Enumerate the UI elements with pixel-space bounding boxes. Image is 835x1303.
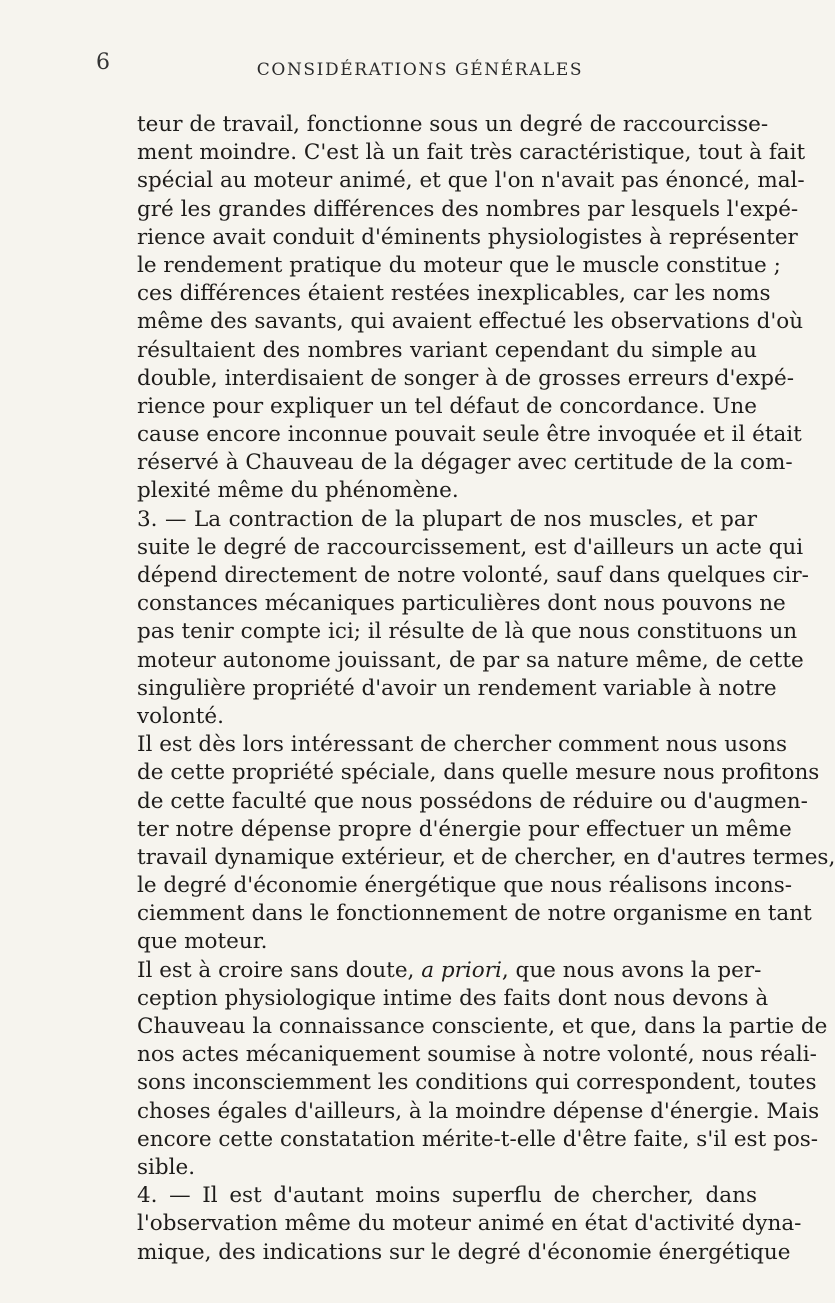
italic-phrase: a priori [421,957,502,983]
text-line: Il est à croire sans doute, a priori, que nous avons la per- [137,957,762,983]
text-line: encore cette constatation mérite-t-elle d'être faite, s'il est pos- [137,1126,819,1152]
text-line: travail dynamique extérieur, et de chercher, en d'autres termes, [137,844,835,870]
text-line: ter notre dépense propre d'énergie pour effectuer un même [137,816,792,842]
text-line: mique, des indications sur le degré d'économie énergétique [137,1239,791,1265]
text-line: 4. — Il est d'autant moins superflu de chercher, dans [137,1183,757,1209]
text-line: singulière propriété d'avoir un rendement variable à notre [137,675,777,701]
text-line: pas tenir compte ici; il résulte de là que nous constituons un [137,619,798,645]
text-line: de cette propriété spéciale, dans quelle mesure nous profitons [137,760,820,786]
text-line: double, interdisaient de songer à de grosses erreurs d'expé- [137,365,794,391]
text-line: rience avait conduit d'éminents physiologistes à représenter [137,224,798,250]
text-line: réservé à Chauveau de la dégager avec certitude de la com- [137,450,793,476]
text-line: Chauveau la connaissance consciente, et que, dans la partie de [137,1014,828,1039]
page-number: 6 [96,50,110,75]
text-line: même des savants, qui avaient effectué les observations d'où [137,309,804,335]
text-line: l'observation même du moteur animé en état d'activité dyna- [137,1211,802,1237]
text-line: gré les grandes différences des nombres par lesquels l'expé- [137,196,799,222]
text-line: ception physiologique intime des faits dont nous devons à [137,985,769,1011]
body-text [137,111,835,1267]
text-line: constances mécaniques particulières dont nous pouvons ne [137,591,786,617]
text-line: résultaient des nombres variant cependant du simple au [137,337,757,363]
text-line: sons inconsciemment les conditions qui correspondent, toutes [137,1070,817,1096]
text-line: moteur autonome jouissant, de par sa nature même, de cette [137,647,804,673]
text-line: de cette faculté que nous possédons de réduire ou d'augmen- [137,788,808,814]
text-line: 3. — La contraction de la plupart de nos muscles, et par [137,506,757,532]
text-line: le degré d'économie énergétique que nous réalisons incons- [137,873,793,899]
text-line: suite le degré de raccourcissement, est d'ailleurs un acte qui [137,534,804,560]
text-line: ciemment dans le fonctionnement de notre organisme en tant [137,901,812,927]
text-line: choses égales d'ailleurs, à la moindre dépense d'énergie. Mais [137,1098,820,1124]
text-line: volonté. [137,703,224,729]
text-line: sible. [137,1154,196,1180]
text-line: le rendement pratique du moteur que le muscle constitue ; [137,252,781,278]
text-line: ces différences étaient restées inexplicables, car les noms [137,281,771,307]
running-header: CONSIDÉRATIONS GÉNÉRALES [256,60,584,80]
text-line: rience pour expliquer un tel défaut de concordance. Une [137,393,757,419]
text-line: que moteur. [137,929,268,955]
text-line: dépend directement de notre volonté, sauf dans quelques cir- [137,563,809,588]
text-line: spécial au moteur animé, et que l'on n'avait pas énoncé, mal- [137,168,805,194]
text-line: Il est dès lors intéressant de chercher comment nous usons [137,732,787,758]
text-line: ment moindre. C'est là un fait très caractéristique, tout à fait [137,140,806,166]
text-line: nos actes mécaniquement soumise à notre volonté, nous réali- [137,1042,817,1068]
text-line: cause encore inconnue pouvait seule être invoquée et il était [137,422,802,448]
text-line: teur de travail, fonctionne sous un degré de raccourcisse- [137,112,769,137]
text-line: plexité même du phénomène. [137,478,459,504]
